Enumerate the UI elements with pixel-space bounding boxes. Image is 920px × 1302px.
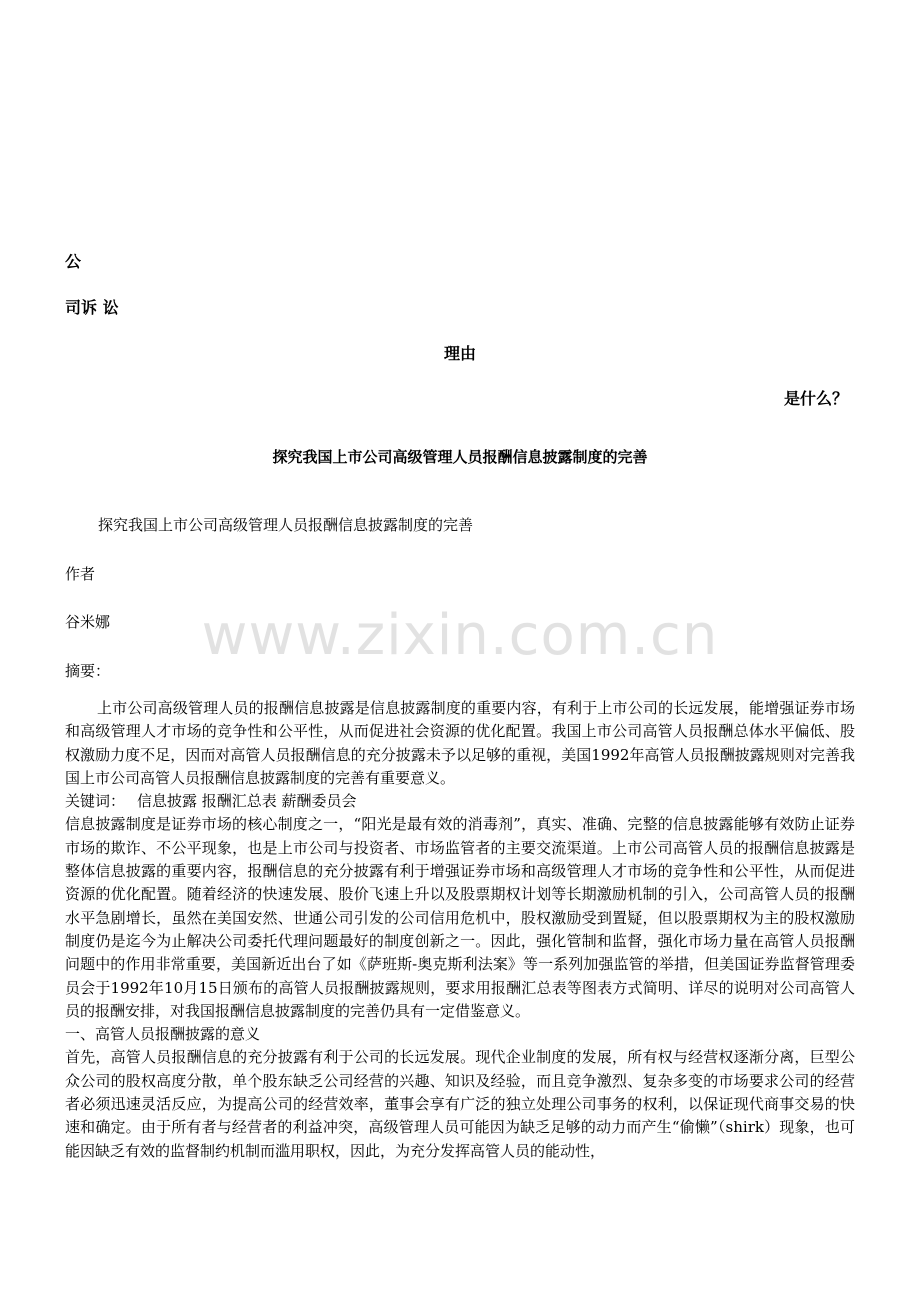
- keywords-label: 关键词：: [65, 792, 126, 811]
- author-label: 作者: [65, 565, 96, 583]
- heading-fragment-3: 理由: [443, 344, 476, 363]
- section-1-heading: 一、高管人员报酬披露的意义: [65, 1025, 261, 1044]
- abstract-paragraph: 上市公司高级管理人员的报酬信息披露是信息披露制度的重要内容，有利于上市公司的长远发展，能增强证券市场和高级管理人才市场的竞争性和公平性，从而促进社会资源的优化配置。我国上市公司高管人员报酬总体水平偏低、股权激励力度不足，因而对高管人员报酬信息的充分披露未予以足够的重视，美国1992年高管人员报酬披露规则对完善我国上市公司高管人员报酬信息披露制度的完善有重要意义。: [65, 699, 855, 787]
- abstract-label: 摘要：: [65, 662, 111, 680]
- author-name: 谷米娜: [65, 613, 111, 631]
- intro-paragraph: 信息披露制度是证券市场的核心制度之一，“阳光是最有效的消毒剂”，真实、准确、完整的信息披露能够有效防止证券市场的欺诈、不公平现象，也是上市公司与投资者、市场监管者的主要交流渠道。上市公司高管人员的报酬信息披露是整体信息披露的重要内容，报酬信息的充分披露有利于增强证券市场和高级管理人才市场的竞争性和公平性，从而促进资源的优化配置。随着经济的快速发展、股价飞速上升以及股票期权计划等长期激励机制的引入，公司高管人员的报酬水平急剧增长，虽然在美国安然、世通公司引发的公司信用危机中，股权激励受到置疑，但以股票期权为主的股权激励制度仍是迄今为止解决公司委托代理问题最好的制度创新之一。因此，强化管制和监督，强化市场力量在高管人员报酬问题中的作用非常重要，美国新近出台了如《萨班斯-奥克斯利法案》等一系列加强监管的举措，但美国证券监督管理委员会于1992年10月15日颁布的高管人员报酬披露规则，要求用报酬汇总表等图表方式简明、详尽的说明对公司高管人员的报酬安排，对我国报酬信息披露制度的完善仍具有一定借鉴意义。: [65, 815, 855, 1020]
- heading-fragment-4: 是什么？: [783, 389, 848, 408]
- keywords-line: [65, 790, 855, 813]
- heading-fragment-1: 公: [65, 252, 82, 271]
- watermark: www.zixin.com.cn: [201, 603, 719, 668]
- heading-fragment-2: 司诉 讼: [65, 298, 119, 317]
- document-subtitle: 探究我国上市公司高级管理人员报酬信息披露制度的完善: [98, 516, 474, 534]
- keywords-value: 信息披露 报酬汇总表 薪酬委员会: [137, 792, 357, 811]
- document-title: 探究我国上市公司高级管理人员报酬信息披露制度的完善: [272, 448, 648, 466]
- document-body: [65, 697, 855, 1163]
- section-1-paragraph: 首先，高管人员报酬信息的充分披露有利于公司的长远发展。现代企业制度的发展，所有权与经营权逐渐分离，巨型公众公司的股权高度分散，单个股东缺乏公司经营的兴趣、知识及经验，而且竞争激烈、复杂多变的市场要求公司的经营者必须迅速灵活反应，为提高公司的经营效率，董事会享有广泛的独立处理公司事务的权利，以保证现代商事交易的快速和确定。由于所有者与经营者的利益冲突，高级管理人员可能因为缺乏足够的动力而产生“偷懒”（shirk）现象，也可能因缺乏有效的监督制约机制而滥用职权，因此，为充分发挥高管人员的能动性，: [65, 1048, 855, 1160]
